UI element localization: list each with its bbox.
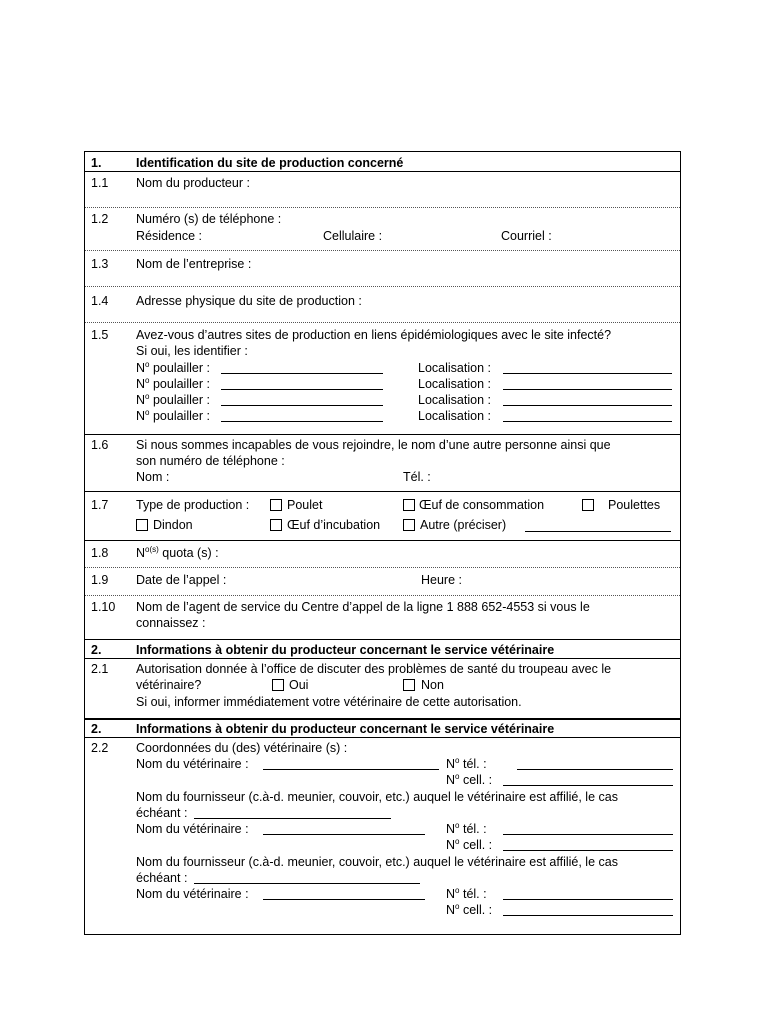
row-1-8 <box>85 540 680 568</box>
section-title: Informations à obtenir du producteur concernant le service vétérinaire <box>136 722 555 736</box>
address-label: Adresse physique du site de production : <box>136 294 362 308</box>
row-number: 1.8 <box>91 546 109 560</box>
localisation-field[interactable] <box>503 405 672 406</box>
heure-label: Heure : <box>421 573 462 587</box>
row-number: 2.1 <box>91 662 109 676</box>
other-sites-question: Avez-vous d’autres sites de production en liens épidémiologiques avec le site infecté? <box>136 328 612 342</box>
supplier-field[interactable] <box>194 818 391 819</box>
echeant-label: échéant : <box>136 871 188 885</box>
oui-label: Oui <box>289 678 309 692</box>
oeuf-consommation-label: Œuf de consommation <box>419 498 545 512</box>
dindon-label: Dindon <box>153 518 193 532</box>
poulet-checkbox[interactable] <box>270 499 282 511</box>
non-label: Non <box>421 678 444 692</box>
localisation-label: Localisation : <box>418 393 491 407</box>
autre-field[interactable] <box>525 531 671 532</box>
section-2-header <box>85 639 680 659</box>
oeuf-consommation-checkbox[interactable] <box>403 499 415 511</box>
production-type-label: Type de production : <box>136 498 250 512</box>
vet-name-field[interactable] <box>263 899 425 900</box>
section-title: Informations à obtenir du producteur concernant le service vétérinaire <box>136 643 555 657</box>
localisation-field[interactable] <box>503 421 672 422</box>
row-1-9 <box>85 567 680 596</box>
agent-text-1: Nom de l’agent de service du Centre d’appel de la ligne 1 888 652-4553 si vous le <box>136 600 590 614</box>
cellulaire-label: Cellulaire : <box>323 229 383 243</box>
oeuf-incubation-label: Œuf d’incubation <box>287 518 381 532</box>
section-2-header <box>85 718 680 739</box>
section-number: 2. <box>91 722 102 736</box>
row-number: 1.4 <box>91 294 109 308</box>
row-number: 1.6 <box>91 438 109 452</box>
phone-label: Numéro (s) de téléphone : <box>136 212 282 226</box>
vet-name-field[interactable] <box>263 769 439 770</box>
supplier-text: Nom du fournisseur (c.à-d. meunier, couvoir, etc.) auquel le vétérinaire est affilié, le cas <box>136 790 618 804</box>
vet-name-label: Nom du vétérinaire : <box>136 757 249 771</box>
row-number: 1.7 <box>91 498 109 512</box>
poulailler-field[interactable] <box>221 405 383 406</box>
supplier-field[interactable] <box>194 883 420 884</box>
courriel-label: Courriel : <box>501 229 552 243</box>
row-1-5 <box>85 322 680 435</box>
poulettes-label: Poulettes <box>608 498 661 512</box>
row-1-10 <box>85 595 680 640</box>
poulet-label: Poulet <box>287 498 323 512</box>
residence-label: Résidence : <box>136 229 203 243</box>
row-1-2 <box>85 207 680 251</box>
poulailler-label: $N^o$ poulailler : <box>136 391 210 407</box>
row-1-3 <box>85 250 680 287</box>
non-checkbox[interactable] <box>403 679 415 691</box>
row-number: 1.5 <box>91 328 109 342</box>
localisation-field[interactable] <box>503 373 672 374</box>
echeant-label: échéant : <box>136 806 188 820</box>
tel-label: Tél. : <box>403 470 431 484</box>
quota-label: $N^{o(s)}$ quota (s) : <box>136 544 219 560</box>
poulailler-label: $N^o$ poulailler : <box>136 375 210 391</box>
alt-contact-text-2: son numéro de téléphone : <box>136 454 285 468</box>
vet-name-label: Nom du vétérinaire : <box>136 822 249 836</box>
dindon-checkbox[interactable] <box>136 519 148 531</box>
vet-tel-label: $N^o$ tél. : <box>446 755 487 771</box>
vet-name-field[interactable] <box>263 834 425 835</box>
section-number: 2. <box>91 643 102 657</box>
agent-text-2: connaissez : <box>136 616 206 630</box>
vet-cell-field[interactable] <box>503 785 673 786</box>
nom-label: Nom : <box>136 470 170 484</box>
localisation-label: Localisation : <box>418 409 491 423</box>
row-number: 1.1 <box>91 176 109 190</box>
poulailler-field[interactable] <box>221 389 383 390</box>
vet-cell-label: $N^o$ cell. : <box>446 771 493 787</box>
poulailler-field[interactable] <box>221 421 383 422</box>
authorization-text-2: vétérinaire? <box>136 678 202 692</box>
row-number: 1.10 <box>91 600 116 614</box>
localisation-label: Localisation : <box>418 361 491 375</box>
row-1-4 <box>85 286 680 323</box>
vet-cell-field[interactable] <box>503 850 673 851</box>
producer-name-label: Nom du producteur : <box>136 176 250 190</box>
section-1-header <box>85 152 680 172</box>
row-1-7 <box>85 491 680 541</box>
poulailler-field[interactable] <box>221 373 383 374</box>
authorization-text-3: Si oui, informer immédiatement votre vétérinaire de cette autorisation. <box>136 695 522 709</box>
vet-cell-label: $N^o$ cell. : <box>446 901 493 917</box>
supplier-text: Nom du fournisseur (c.à-d. meunier, couvoir, etc.) auquel le vétérinaire est affilié, le cas <box>136 855 618 869</box>
poulettes-checkbox[interactable] <box>582 499 594 511</box>
vet-cell-label: $N^o$ cell. : <box>446 836 493 852</box>
oeuf-incubation-checkbox[interactable] <box>270 519 282 531</box>
vet-tel-field[interactable] <box>517 769 673 770</box>
row-number: 1.3 <box>91 257 109 271</box>
authorization-text-1: Autorisation donnée à l’office de discuter des problèmes de santé du troupeau avec le <box>136 662 612 676</box>
vet-tel-label: $N^o$ tél. : <box>446 885 487 901</box>
localisation-label: Localisation : <box>418 377 491 391</box>
vet-tel-field[interactable] <box>503 834 673 835</box>
call-date-label: Date de l’appel : <box>136 573 227 587</box>
poulailler-label: $N^o$ poulailler : <box>136 359 210 375</box>
company-name-label: Nom de l’entreprise : <box>136 257 252 271</box>
row-2-2 <box>85 737 680 935</box>
section-number: 1. <box>91 156 102 170</box>
vet-tel-label: $N^o$ tél. : <box>446 820 487 836</box>
row-number: 1.2 <box>91 212 109 226</box>
identification-form <box>84 151 681 935</box>
section-title: Identification du site de production concerné <box>136 156 404 170</box>
row-1-6 <box>85 434 680 492</box>
autre-label: Autre (préciser) <box>420 518 507 532</box>
row-1-1 <box>85 171 680 208</box>
vet-coordinates-label: Coordonnées du (des) vétérinaire (s) : <box>136 741 348 755</box>
localisation-field[interactable] <box>503 389 672 390</box>
autre-checkbox[interactable] <box>403 519 415 531</box>
poulailler-label: $N^o$ poulailler : <box>136 407 210 423</box>
row-number: 1.9 <box>91 573 109 587</box>
vet-name-label: Nom du vétérinaire : <box>136 887 249 901</box>
si-oui-label: Si oui, les identifier : <box>136 344 248 358</box>
row-2-1 <box>85 658 680 719</box>
vet-cell-field[interactable] <box>503 915 673 916</box>
row-number: 2.2 <box>91 741 109 755</box>
vet-tel-field[interactable] <box>503 899 673 900</box>
alt-contact-text-1: Si nous sommes incapables de vous rejoindre, le nom d’une autre personne ainsi que <box>136 438 611 452</box>
oui-checkbox[interactable] <box>272 679 284 691</box>
